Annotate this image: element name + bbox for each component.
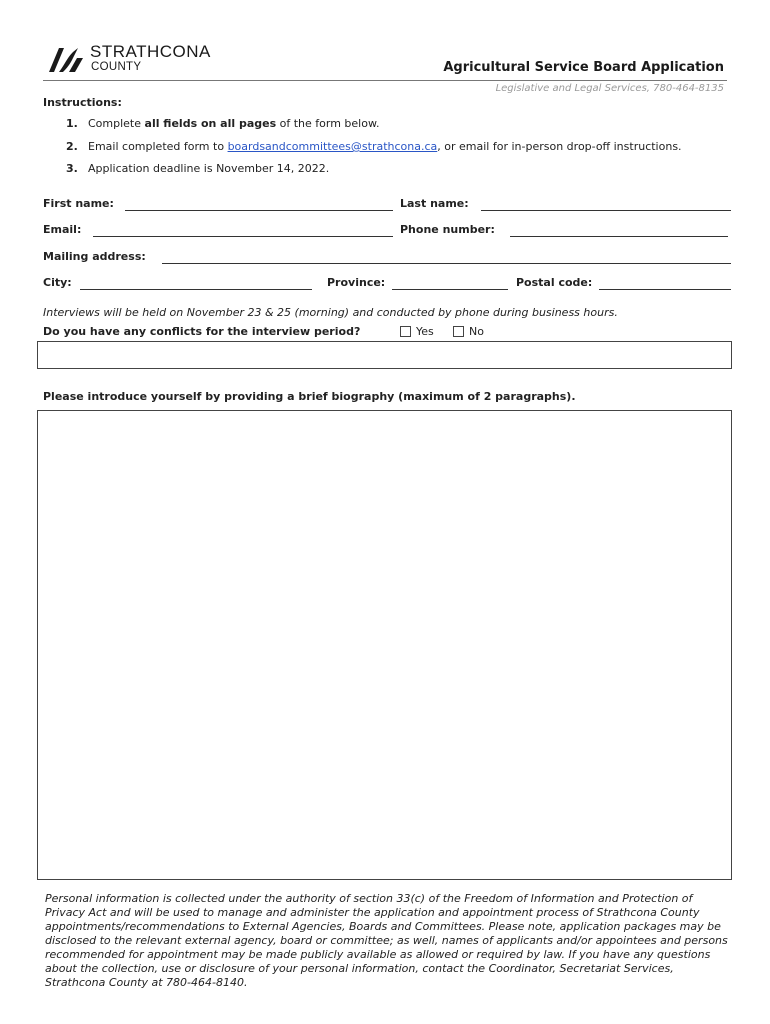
first-name-label: First name: [43, 197, 114, 210]
last-name-field[interactable] [481, 210, 731, 211]
instruction-item-1 [66, 117, 379, 130]
instructions-heading: Instructions: [43, 96, 122, 109]
mailing-address-label: Mailing address: [43, 250, 146, 263]
phone-field[interactable] [510, 236, 728, 237]
first-name-field[interactable] [125, 210, 393, 211]
no-label: No [469, 325, 484, 338]
last-name-label: Last name: [400, 197, 469, 210]
city-field[interactable] [80, 289, 312, 290]
no-checkbox[interactable] [453, 326, 464, 337]
yes-label: Yes [416, 325, 434, 338]
strathcona-logo-icon [45, 44, 85, 74]
postal-code-label: Postal code: [516, 276, 593, 289]
email-label: Email: [43, 223, 82, 236]
conflict-question: Do you have any conflicts for the interview period? [43, 325, 361, 338]
instruction-emphasis: all fields on all pages [144, 117, 277, 130]
postal-code-field[interactable] [599, 289, 731, 290]
logo-name: STRATHCONA [90, 42, 211, 61]
email-link[interactable]: boardsandcommittees@strathcona.ca [227, 140, 438, 153]
province-field[interactable] [392, 289, 508, 290]
instruction-text: of the form below. [276, 117, 380, 130]
yes-option[interactable] [400, 325, 434, 338]
biography-heading: Please introduce yourself by providing a brief biography (maximum of 2 paragraphs). [43, 390, 576, 403]
interview-note: Interviews will be held on November 23 & 25 (morning) and conducted by phone during business hours. [43, 306, 618, 319]
header-divider [43, 80, 727, 81]
instruction-text: Application deadline is November 14, 2022. [88, 162, 330, 175]
document-title: Agricultural Service Board Application [443, 60, 724, 75]
instruction-number: 1. [66, 117, 78, 130]
email-field[interactable] [93, 236, 393, 237]
biography-box[interactable] [37, 410, 732, 880]
no-option[interactable] [453, 325, 484, 338]
yes-checkbox[interactable] [400, 326, 411, 337]
mailing-address-field[interactable] [162, 263, 731, 264]
city-label: City: [43, 276, 72, 289]
phone-label: Phone number: [400, 223, 495, 236]
province-label: Province: [327, 276, 386, 289]
instruction-text: Complete [88, 117, 145, 130]
logo-county: COUNTY [91, 61, 142, 73]
conflict-details-box[interactable] [37, 341, 732, 369]
instruction-number: 2. [66, 140, 78, 153]
instruction-item-3 [66, 162, 329, 175]
instruction-text: , or email for in-person drop-off instructions. [437, 140, 682, 153]
instruction-text: Email completed form to [88, 140, 228, 153]
department-contact: Legislative and Legal Services, 780-464-8135 [495, 83, 724, 94]
privacy-notice: Personal information is collected under the authority of section 33(c) of the Freedom of Information and Protection of Privacy Act and will be used to manage and administer the application and appointment process of Strathcona County appointments/recommendations to External Agencies, Boards and Committees. Please note, application packages may be disclosed to the relevant external agency, board or committee; as well, names of applicants and/or appointees and persons recommended for appointment may be made publicly available as allowed or required by law. If you have any questions about the collection, use or disclosure of your personal information, contact the Coordinator, Secretariat Services, Strathcona County at 780-464-8140. [45, 892, 728, 989]
instruction-number: 3. [66, 162, 78, 175]
instruction-item-2 [66, 140, 682, 153]
